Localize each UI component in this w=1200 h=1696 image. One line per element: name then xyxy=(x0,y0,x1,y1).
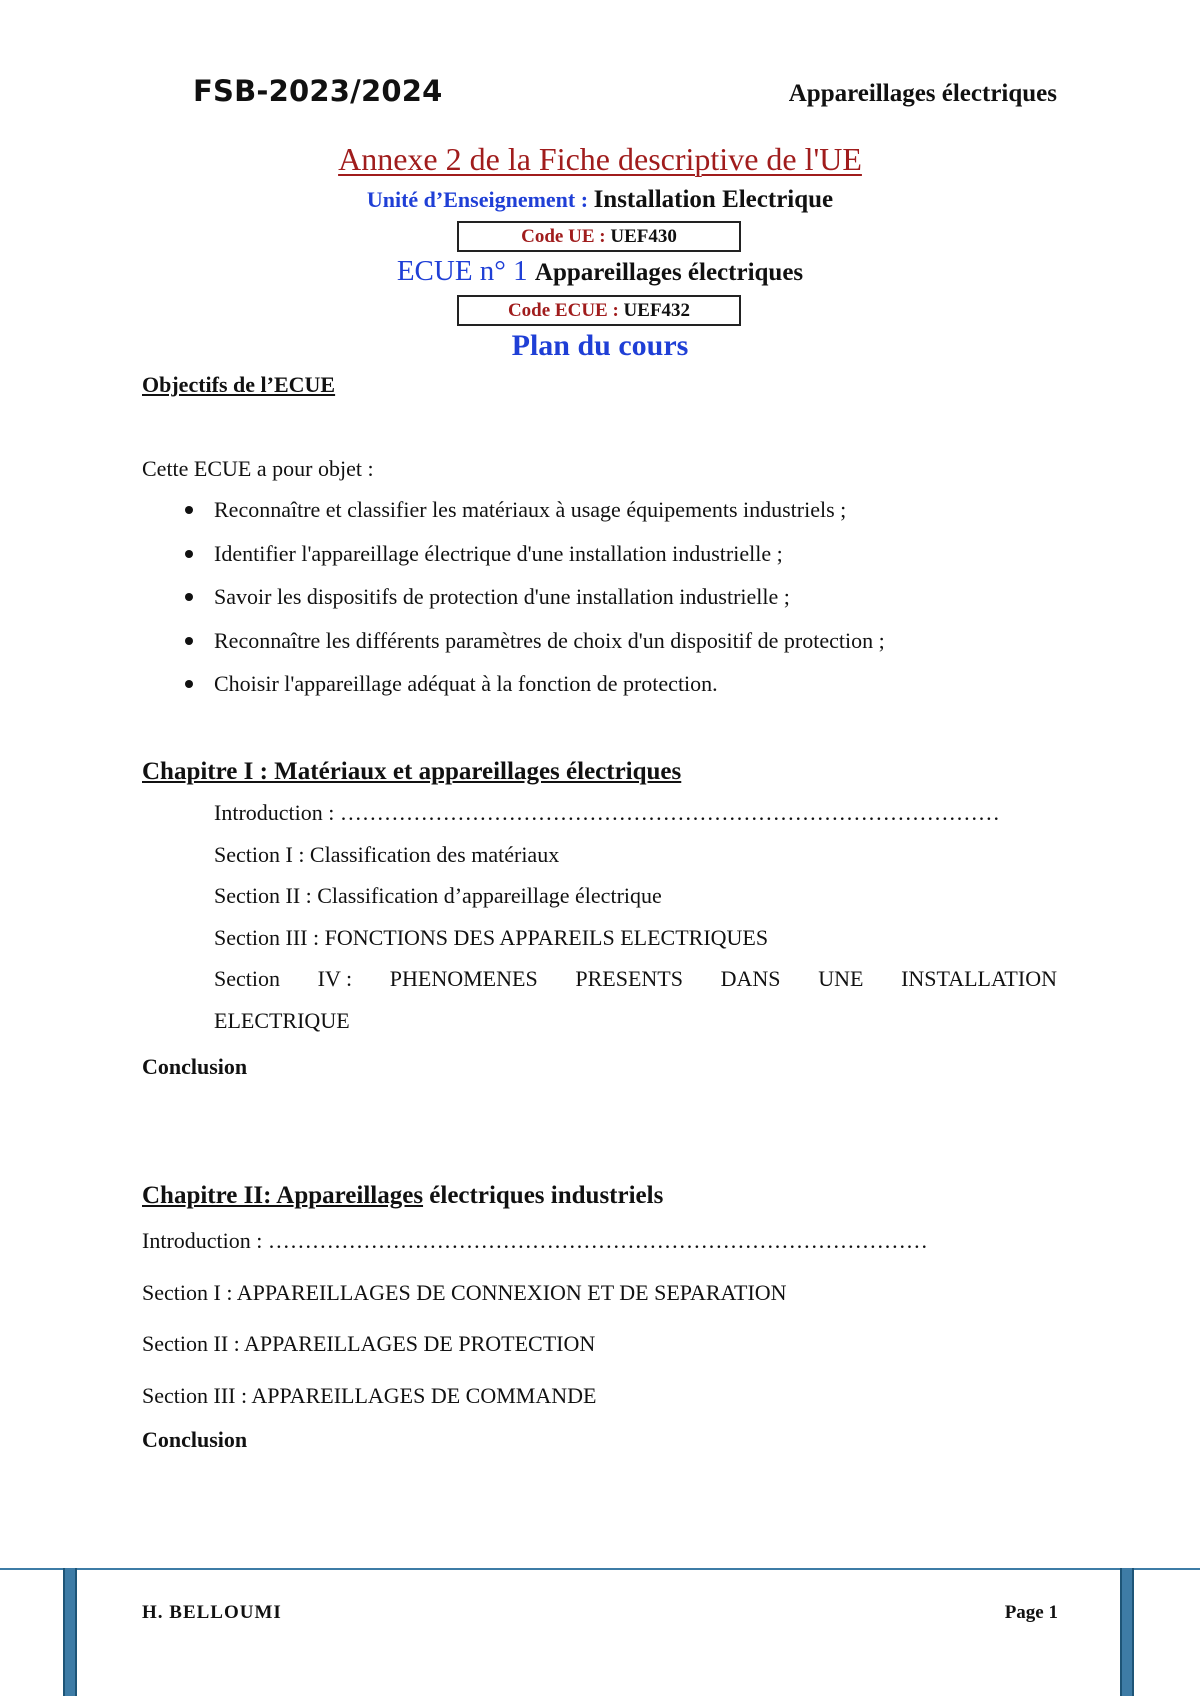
section4-word: PHENOMENES xyxy=(389,966,538,991)
chapitre2-heading-rest: électriques industriels xyxy=(423,1182,664,1209)
code-ecue-value: UEF432 xyxy=(623,300,691,321)
ue-value: Installation Electrique xyxy=(593,186,834,213)
list-item-text: Savoir les dispositifs de protection d'une installation industrielle ; xyxy=(214,584,790,609)
chapitre1-section1: Section I : Classification des matériaux xyxy=(214,841,560,867)
chapitre1-sections xyxy=(214,800,1057,1049)
chapitre2-section3: Section III : APPAREILLAGES DE COMMANDE xyxy=(142,1382,597,1408)
bullet-icon xyxy=(185,506,193,514)
chapitre2-heading-underlined: Chapitre II: Appareillages xyxy=(142,1182,424,1209)
footer-author: H. BELLOUMI xyxy=(142,1602,282,1623)
list-item-text: Reconnaître et classifier les matériaux à usage équipements industriels ; xyxy=(214,497,847,522)
code-ue-value: UEF430 xyxy=(610,226,677,247)
list-item xyxy=(190,628,1090,672)
footer-page-number: Page 1 xyxy=(1004,1602,1058,1623)
code-ecue-label: Code ECUE : xyxy=(507,300,619,321)
chapitre2-heading xyxy=(142,1182,663,1210)
chapitre1-introduction: Introduction : ……………………………………………………………………………… xyxy=(214,800,1000,825)
ue-line xyxy=(0,186,1200,214)
ecue-line xyxy=(0,255,1200,288)
bullet-icon xyxy=(185,550,193,558)
bullet-icon xyxy=(185,680,193,688)
chapitre1-section2: Section II : Classification d’appareillage électrique xyxy=(214,883,662,908)
chapitre2-introduction: Introduction : ……………………………………………………………………………… xyxy=(142,1228,928,1253)
section4-word: DANS xyxy=(720,966,781,991)
chapitre2-section2: Section II : APPAREILLAGES DE PROTECTION xyxy=(142,1331,596,1356)
section4-word: INSTALLATION xyxy=(901,966,1057,991)
footer-right-bar xyxy=(1120,1568,1134,1696)
objectifs-list xyxy=(190,497,1090,715)
ecue-label: ECUE n° 1 xyxy=(396,255,528,287)
list-item-text: Reconnaître les différents paramètres de choix d'un dispositif de protection ; xyxy=(214,627,885,653)
code-ue-box xyxy=(457,221,741,252)
section4-word: Section xyxy=(214,966,280,991)
footer-divider xyxy=(0,1568,1200,1570)
bullet-icon xyxy=(185,593,193,601)
objectifs-intro: Cette ECUE a pour objet : xyxy=(142,456,374,481)
header-right: Appareillages électriques xyxy=(788,80,1057,107)
section4-word: PRESENTS xyxy=(575,966,683,991)
code-ue-label: Code UE : xyxy=(521,226,606,247)
list-item xyxy=(190,497,1090,541)
chapitre1-conclusion: Conclusion xyxy=(142,1054,248,1079)
plan-title: Plan du cours xyxy=(511,329,689,362)
footer-left-bar xyxy=(63,1568,77,1696)
section4-word: UNE xyxy=(818,966,864,991)
chapitre1-section4 xyxy=(214,966,1057,1008)
chapitre2-sections xyxy=(142,1228,928,1434)
ecue-value: Appareillages électriques xyxy=(534,259,804,286)
list-item-text: Identifier l'appareillage électrique d'une installation industrielle ; xyxy=(214,540,783,566)
bullet-icon xyxy=(185,637,193,645)
annexe-title: Annexe 2 de la Fiche descriptive de l'UE xyxy=(338,141,862,177)
list-item-text: Choisir l'appareillage adéquat à la fonction de protection. xyxy=(214,671,718,696)
list-item xyxy=(190,671,1090,715)
chapitre1-section3: Section III : FONCTIONS DES APPAREILS ELECTRIQUES xyxy=(214,924,769,950)
ue-label: Unité d’Enseignement : xyxy=(366,187,589,212)
code-ecue-box xyxy=(457,295,741,326)
chapitre1-section4-continuation: ELECTRIQUE xyxy=(214,1007,350,1033)
header-left: FSB-2023/2024 xyxy=(193,74,443,108)
list-item xyxy=(190,541,1090,585)
objectifs-heading: Objectifs de l’ECUE xyxy=(142,372,336,397)
section4-word: IV : xyxy=(317,966,353,991)
chapitre2-conclusion: Conclusion xyxy=(142,1427,248,1452)
chapitre2-section1: Section I : APPAREILLAGES DE CONNEXION ET DE SEPARATION xyxy=(142,1279,787,1305)
chapitre1-heading: Chapitre I : Matériaux et appareillages électriques xyxy=(142,758,682,785)
list-item xyxy=(190,584,1090,628)
